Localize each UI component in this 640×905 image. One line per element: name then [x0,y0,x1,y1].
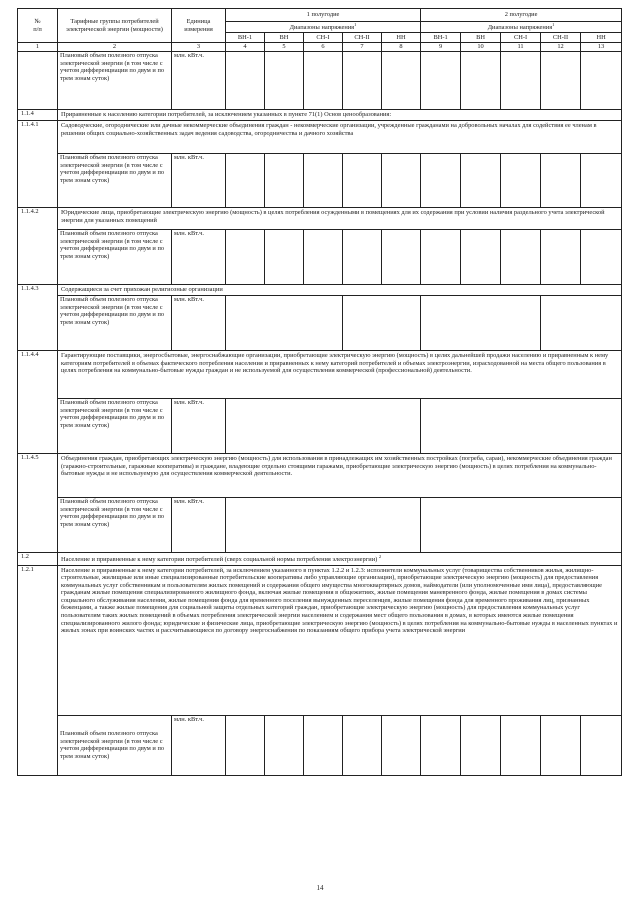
planned-row [18,399,622,454]
level-nn-h1: НН [382,33,421,43]
section-text: Население и приравненные к нему категории потребителей, за исключением указанного в пунктах 1.2.2 и 1.2.3: исполнители коммунальных услуг (товарищества собственников жилья, жилищно-строительные, жилищные или иные специализированные потребительские кооперативы либо управляющие организации), приобретающие электрическую энергию (мощность) для предоставления коммунальных услуг собственникам и пользователям жилых помещений и содержания общего имущества многоквартирных домов, наймодатели (или уполномоченные ими лица), предоставляющие гражданам жилые помещения специализированного жилищного фонда, включая жилые помещения в общежитиях, жилые помещения маневренного фонда, жилые помещения в домах системы социального обслуживания населения, жилые помещения фонда для временного поселения вынужденных переселенцев, жилые помещения фонда для временного проживания лиц, признанных беженцами, а также жилые помещения для социальной защиты отдельных категорий граждан, приобретающие электрическую энергию (мощность) для предоставления коммунальных услуг пользователям таких жилых помещений в объемах потребления электрической энергии населением и содержания мест общего пользования в домах, в которых имеются жилые помещения специализированного жилого фонда; юридические и физические лица, приобретающие электрическую энергию (мощность) в целях потребления на коммунально-бытовые нужды в населенных пунктах и жилых зонах при воинских частях и рассчитывающиеся по договору энергоснабжения по показаниям общего прибора учета электрической энергии [58,565,622,715]
section-text: Содержащиеся за счет прихожан религиозные организации [58,285,622,296]
unit-cell: млн. кВт.ч. [172,498,226,553]
index-cell: 10 [461,43,501,52]
header-ranges-2: Диапазоны напряжения$^1$ [421,22,622,33]
section-row [18,454,622,498]
row-num: 1.2 [18,553,58,566]
header-num: № п/п [18,9,58,43]
section-row [18,285,622,296]
level-sn2-h2: СН-II [541,33,581,43]
level-vn1-h1: ВН-1 [226,33,265,43]
planned-label: Плановый объем полезного отпуска электрической энергии (в том числе с учетом дифференциации по двум и по трем зонам суток) [58,296,172,351]
section-row [18,208,622,230]
index-cell: 7 [343,43,382,52]
section-text: Население и приравненные к нему категории потребителей (сверх социальной нормы потребления электроэнергии) $^2$ [58,553,622,566]
index-cell: 3 [172,43,226,52]
planned-label: Плановый объем полезного отпуска электрической энергии (в том числе с учетом дифференциации по двум и по трем зонам суток) [58,52,172,110]
header-half2: 2 полугодие [421,9,622,22]
unit-cell: млн. кВт.ч. [172,230,226,285]
index-cell: 2 [58,43,172,52]
planned-label: Плановый объем полезного отпуска электрической энергии (в том числе с учетом дифференциации по двум и по трем зонам суток) [58,399,172,454]
index-cell: 11 [501,43,541,52]
row-num: 1.2.1 [18,565,58,775]
planned-label: Плановый объем полезного отпуска электрической энергии (в том числе с учетом дифференциации по двум и по трем зонам суток) [58,230,172,285]
index-cell: 4 [226,43,265,52]
section-text: Юридические лица, приобретающие электрическую энергию (мощность) в целях потребления осужденными в помещениях для их содержания при условии наличия раздельного учета электрической энергии для указанных помещений [58,208,622,230]
row-num: 1.1.4.2 [18,208,58,285]
unit-cell: млн. кВт.ч. [172,154,226,208]
row-num [18,52,58,110]
index-cell: 13 [581,43,622,52]
level-vn-h2: ВН [461,33,501,43]
planned-row [18,154,622,208]
section-row [18,121,622,154]
section-text: Садоводческие, огороднические или дачные некоммерческие объединения граждан - некоммерческие организации, учрежденные гражданами на добровольных началах для содействия ее членам в решении общих социально-хозяйственных задач ведения садоводства, огородничества и дачного хозяйства [58,121,622,154]
page-number: 14 [316,884,324,892]
planned-row [18,230,622,285]
row-num: 1.1.4.4 [18,351,58,454]
section-text: Приравненные к населению категории потребителей, за исключением указанных в пункте 71(1) Основ ценообразования: [58,110,622,121]
index-cell: 8 [382,43,421,52]
index-cell: 12 [541,43,581,52]
unit-cell: млн. кВт.ч. [172,715,226,775]
section-row [18,351,622,399]
row-num: 1.1.4.3 [18,285,58,351]
row-num: 1.1.4.5 [18,454,58,553]
level-sn2-h1: СН-II [343,33,382,43]
index-cell: 1 [18,43,58,52]
section-row [18,553,622,566]
planned-label: Плановый объем полезного отпуска электрической энергии (в том числе с учетом дифференциации по двум и по трем зонам суток) [58,154,172,208]
unit-cell: млн. кВт.ч. [172,296,226,351]
index-cell: 9 [421,43,461,52]
tariff-table [17,8,622,776]
header-half1: 1 полугодие [226,9,421,22]
row-num: 1.1.4.1 [18,121,58,208]
planned-row [18,52,622,110]
level-sn1-h1: СН-I [304,33,343,43]
section-row [18,110,622,121]
planned-label: Плановый объем полезного отпуска электрической энергии (в том числе с учетом дифференциации по двум и по трем зонам суток) [58,715,172,775]
planned-label: Плановый объем полезного отпуска электрической энергии (в том числе с учетом дифференциации по двум и по трем зонам суток) [58,498,172,553]
index-cell: 6 [304,43,343,52]
section-text: Гарантирующие поставщики, энергосбытовые, энергоснабжающие организации, приобретающие электрическую энергию (мощность) в целях дальнейшей продажи населению и приравненным к нему категориям потребителей в объемах фактического потребления населения и приравненных к нему категорий потребителей и объемах электроэнергии, израсходованной на места общего пользования в целях потребления на коммунально-бытовые нужды граждан и не используемой для осуществления коммерческой (профессиональной) деятельности. [58,351,622,399]
unit-cell: млн. кВт.ч. [172,399,226,454]
header-group: Тарифные группы потребителей электрической энергии (мощности) [58,9,172,43]
section-row [18,565,622,715]
level-vn-h1: ВН [265,33,304,43]
section-text: Объединения граждан, приобретающих электрическую энергию (мощность) для использования в принадлежащих им хозяйственных постройках (погреба, сараи), некоммерческие объединения граждан (гаражно-строительные, гаражные кооперативы) и граждане, владеющие отдельно стоящими гаражами, приобретающие электрическую энергию (мощность) в целях потребления на коммунально-бытовые нужды и не используемую для осуществления коммерческой деятельности. [58,454,622,498]
planned-row [18,296,622,351]
level-sn1-h2: СН-I [501,33,541,43]
planned-row [18,715,622,775]
row-num: 1.1.4 [18,110,58,121]
index-cell: 5 [265,43,304,52]
index-row [18,43,622,52]
level-nn-h2: НН [581,33,622,43]
unit-cell: млн. кВт.ч. [172,52,226,110]
header-unit: Единица измерения [172,9,226,43]
header-ranges-1: Диапазоны напряжения$^1$ [226,22,421,33]
planned-row [18,498,622,553]
level-vn1-h2: ВН-1 [421,33,461,43]
